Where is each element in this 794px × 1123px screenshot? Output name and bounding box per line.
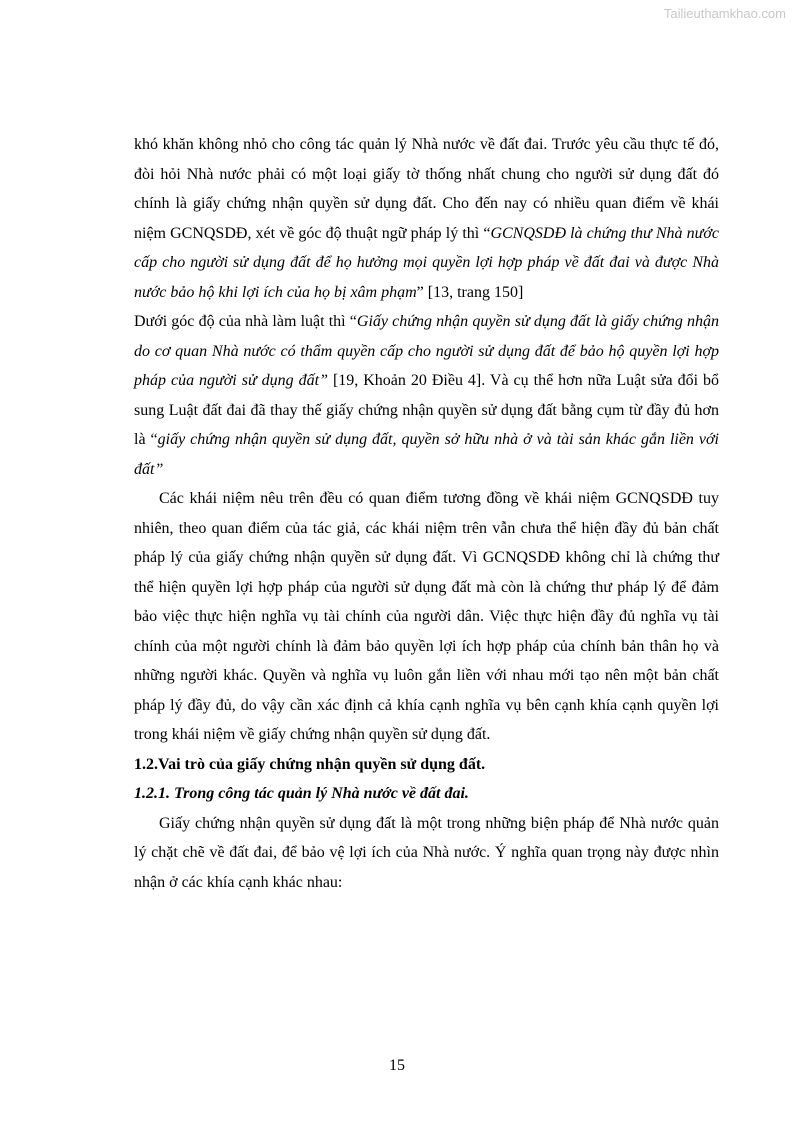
watermark: Tailieuthamkhao.com: [663, 6, 786, 21]
paragraph-legislator-view: [134, 307, 719, 484]
paragraph-author-view: Các khái niệm nêu trên đều có quan điểm tương đồng về khái niệm GCNQSDĐ tuy nhiên, theo quan điểm của tác giả, các khái niệm trên vẫn chưa thể hiện đầy đủ bản chất pháp lý của giấy chứng nhận quyền sử dụng đất. Vì GCNQSDĐ không chỉ là chứng thư thể hiện quyền lợi hợp pháp của người sử dụng đất mà còn là chứng thư pháp lý để đảm bảo việc thực hiện nghĩa vụ tài chính của người dân. Việc thực hiện đầy đủ nghĩa vụ tài chính của một người chính là đảm bảo quyền lợi ích hợp pháp của chính bản thân họ và những người khác. Quyền và nghĩa vụ luôn gắn liền với nhau mới tạo nên một bản chất pháp lý đầy đủ, do vậy cần xác định cả khía cạnh nghĩa vụ bên cạnh khía cạnh quyền lợi trong khái niệm về giấy chứng nhận quyền sử dụng đất.: [134, 490, 719, 743]
page-body: [134, 130, 719, 897]
italic-quote: Giấy chứng nhận quyền sử dụng đất là giấy chứng nhận do cơ quan Nhà nước có thẩm quyền cấp cho người sử dụng đất để bảo hộ quyền lợi hợp pháp của người sử dụng đất”: [134, 313, 719, 389]
page-number: 15: [389, 1057, 405, 1074]
section-heading: 1.2.Vai trò của giấy chứng nhận quyền sử dụng đất.: [134, 755, 486, 773]
paragraph-definition: [134, 130, 719, 307]
paragraph-text: Dưới góc độ của nhà làm luật thì “: [134, 313, 357, 330]
italic-quote: giấy chứng nhận quyền sử dụng đất, quyền sở hữu nhà ở và tài sản khác gắn liền với đất”: [134, 431, 719, 478]
paragraph-text: khó khăn không nhỏ cho công tác quản lý Nhà nước về đất đai. Trước yêu cầu thực tế đó, đòi hỏi Nhà nước phải có một loại giấy tờ thống nhất chung cho người sử dụng đất đó chính là giấy chứng nhận quyền sử dụng đất. Cho đến nay có nhiều quan điểm về khái niệm GCNQSDĐ, xét về góc độ thuật ngữ pháp lý thì “: [134, 136, 719, 242]
italic-quote: GCNQSDĐ là chứng thư Nhà nước cấp cho người sử dụng đất để họ hưởng mọi quyền lợi hợp pháp về đất đai và được Nhà nước bảo hộ khi lợi ích của họ bị xâm phạm: [134, 224, 720, 301]
subsection-heading: 1.2.1. Trong công tác quản lý Nhà nước về đất đai.: [134, 785, 469, 802]
paragraph-text: [19, Khoản 20 Điều 4]. Và cụ thể hơn nữa Luật sửa đổi bổ sung Luật đất đai đã thay thế giấy chứng nhận quyền sử dụng đất bằng cụm từ đầy đủ hơn là “: [134, 372, 719, 448]
citation: ” [13, trang 150]: [416, 283, 524, 301]
paragraph-role: Giấy chứng nhận quyền sử dụng đất là một trong những biện pháp để Nhà nước quản lý chặt chẽ về đất đai, để bảo vệ lợi ích của Nhà nước. Ý nghĩa quan trọng này được nhìn nhận ở các khía cạnh khác nhau:: [134, 814, 719, 891]
